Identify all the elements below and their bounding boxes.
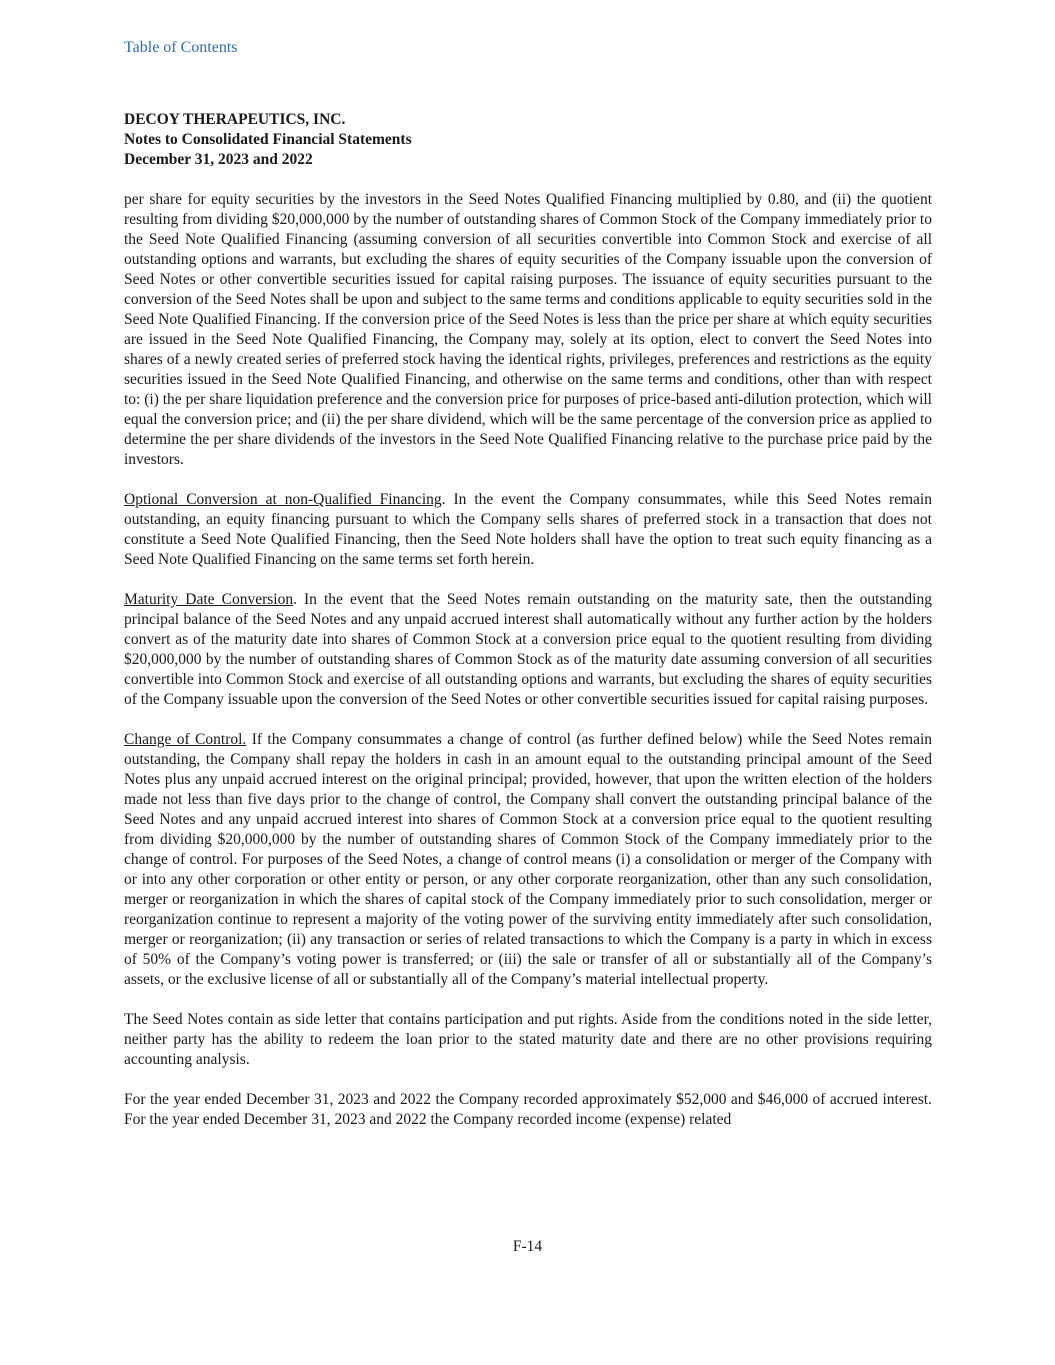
company-name: DECOY THERAPEUTICS, INC. (124, 111, 346, 128)
change-of-control-heading: Change of Control. (124, 731, 247, 748)
optional-conversion-text: . In the event the Company consummates, while this Seed Notes remain outstanding, an equity financing pursuant to which the Company sells shares of preferred stock in a transaction that does not constitute a Seed Note Qualified Financing, then the Seed Note holders shall have the option to treat such equity financing as a Seed Note Qualified Financing on the same terms set forth herein. (124, 491, 932, 568)
paragraph-accrued-interest: For the year ended December 31, 2023 and 2022 the Company recorded approximately $52,000 and $46,000 of accrued interest. For the year ended December 31, 2023 and 2022 the Company recorded income (expense) related (124, 1091, 932, 1128)
change-of-control-text: If the Company consummates a change of control (as further defined below) while the Seed Notes remain outstanding, the Company shall repay the holders in cash in an amount equal to the outstanding principal amount of the Seed Notes plus any unpaid accrued interest on the original principal; provided, however, that upon the written election of the holders made not less than five days prior to the change of control, the Company shall convert the outstanding principal balance of the Seed Notes and any unpaid accrued interest into shares of Common Stock at a conversion price equal to the quotient resulting from dividing $20,000,000 by the number of outstanding shares of Common Stock of the Company immediately prior to the change of control. For purposes of the Seed Notes, a change of control means (i) a consolidation or merger of the Company with or into any other corporation or other entity or person, or any other corporate reorganization, other than any such consolidation, merger or reorganization in which the shares of capital stock of the Company immediately prior to such consolidation, merger or reorganization continue to represent a majority of the voting power of the surviving entity immediately after such consolidation, merger or reorganization; (ii) any transaction or series of related transactions to which the Company is a party in which in excess of 50% of the Company’s voting power is transferred; or (iii) the sale or transfer of all or substantially all of the Company’s assets, or the exclusive license of all or substantially all of the Company’s material intellectual property. (124, 731, 932, 988)
page-number: F-14 (512, 1238, 543, 1255)
document-body (124, 190, 932, 1150)
maturity-conversion-text: . In the event that the Seed Notes remain outstanding on the maturity sate, then the outstanding principal balance of the Seed Notes and any unpaid accrued interest shall automatically without any further action by the holders convert as of the maturity date into shares of Common Stock at a conversion price equal to the quotient resulting from dividing $20,000,000 by the number of outstanding shares of Common Stock as of the maturity date assuming conversion of all securities convertible into Common Stock and exercise of all outstanding options and warrants, but excluding the shares of equity securities of the Company issuable upon the conversion of the Seed Notes or other convertible securities issued for capital raising purposes. (124, 591, 932, 708)
paragraph-side-letter: The Seed Notes contain as side letter that contains participation and put rights. Aside from the conditions noted in the side letter, neither party has the ability to redeem the loan prior to the stated maturity date and there are no other provisions requiring accounting analysis. (124, 1011, 932, 1068)
optional-conversion-heading: Optional Conversion at non-Qualified Financing (124, 491, 442, 508)
maturity-conversion-heading: Maturity Date Conversion (124, 591, 294, 608)
paragraph-conversion-terms: per share for equity securities by the investors in the Seed Notes Qualified Financing multiplied by 0.80, and (ii) the quotient resulting from dividing $20,000,000 by the number of outstanding shares of Common Stock of the Company immediately prior to the Seed Note Qualified Financing (assuming conversion of all securities convertible into Common Stock and exercise of all outstanding options and warrants, but excluding the shares of equity securities of the Company issuable upon the conversion of Seed Notes or other convertible securities issued for capital raising purposes. The issuance of equity securities pursuant to the conversion of the Seed Notes shall be upon and subject to the same terms and conditions applicable to equity securities sold in the Seed Note Qualified Financing. If the conversion price of the Seed Notes is less than the price per share at which equity securities are issued in the Seed Note Qualified Financing, the Company may, solely at its option, elect to convert the Seed Notes into shares of a newly created series of preferred stock having the identical rights, privileges, preferences and restrictions as the equity securities issued in the Seed Note Qualified Financing, and otherwise on the same terms and conditions, other than with respect to: (i) the per share liquidation preference and the conversion price for purposes of price-based anti-dilution protection, which will equal the conversion price; and (ii) the per share dividend, which will be the same percentage of the conversion price as applied to determine the per share dividends of the investors in the Seed Note Qualified Financing relative to the purchase price paid by the investors. (124, 191, 932, 468)
paragraph-maturity-conversion (124, 590, 932, 710)
paragraph-optional-conversion (124, 490, 932, 570)
document-header (124, 110, 932, 170)
table-of-contents-link[interactable]: Table of Contents (124, 39, 238, 56)
paragraph-change-of-control (124, 730, 932, 990)
statement-period: December 31, 2023 and 2022 (124, 151, 313, 168)
statement-title: Notes to Consolidated Financial Statements (124, 131, 412, 148)
